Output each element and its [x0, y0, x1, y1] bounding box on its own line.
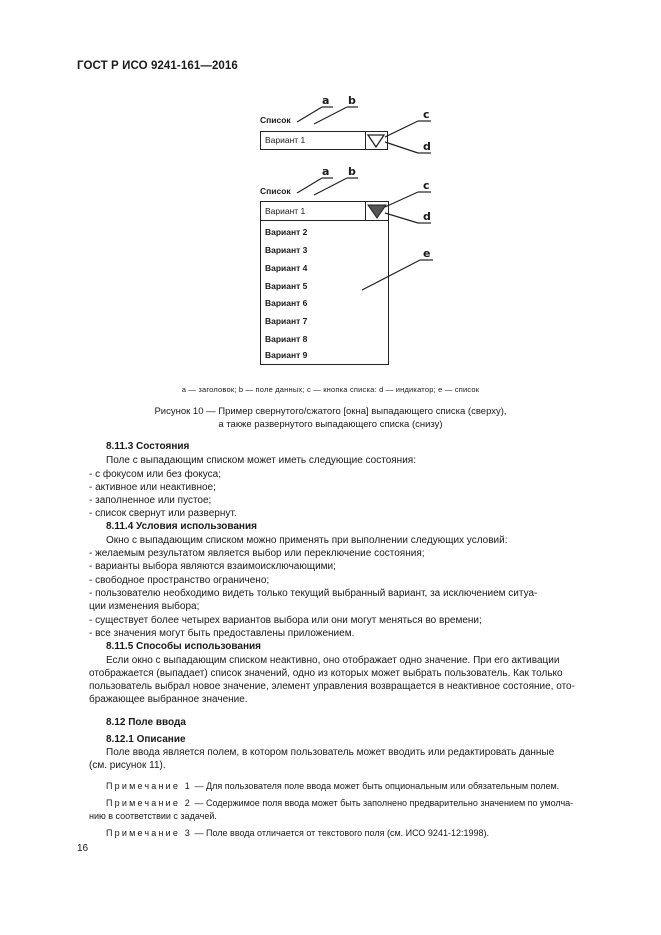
section-heading: 8.11.4 Условия использования — [106, 521, 257, 532]
note-label: Примечание 1 — [106, 781, 192, 791]
paragraph-line: Поле ввода является полем, в котором пользователь может вводить или редактировать данные — [106, 747, 555, 758]
list-item: - все значения могут быть предоставлены приложением. — [89, 628, 355, 639]
list-option: Вариант 8 — [265, 334, 308, 344]
list-item: - список свернут или развернут. — [89, 508, 237, 519]
callout-a-top: a — [322, 94, 330, 107]
callout-c-bottom: c — [423, 179, 430, 192]
figure-caption-line1: Рисунок 10 — Пример свернутого/сжатого [окна] выпадающего списка (сверху), — [154, 406, 507, 417]
list-item: - с фокусом или без фокуса; — [89, 469, 221, 480]
expanded-list-heading: Список — [260, 186, 291, 196]
list-item: - варианты выбора являются взаимоисключающими; — [89, 561, 336, 572]
list-option: Вариант 5 — [265, 281, 308, 291]
list-item-continuation: ции изменения выбора; — [89, 601, 200, 612]
note-2-continuation: нию в соответствии с задачей. — [89, 811, 217, 821]
callout-b-bottom: b — [348, 165, 356, 178]
callout-b-top: b — [348, 94, 356, 107]
list-item: - существует более четырех вариантов выбора или они могут меняться во времени; — [89, 615, 482, 626]
section-heading: 8.11.3 Состояния — [106, 441, 190, 452]
callout-leader-lines — [0, 0, 661, 400]
list-item: - пользователю необходимо видеть только текущий выбранный вариант, за исключением ситуа- — [89, 588, 538, 599]
figure-caption-line2: а также развернутого выпадающего списка (снизу) — [218, 419, 443, 430]
list-item: - активное или неактивное; — [89, 482, 216, 493]
callout-e: e — [423, 247, 431, 260]
collapsed-list-heading: Список — [260, 115, 291, 125]
callout-a-bottom: a — [322, 165, 330, 178]
note-1 — [106, 780, 615, 793]
note-3 — [106, 827, 615, 840]
paragraph-line: (см. рисунок 11). — [89, 760, 166, 771]
paragraph-line: отображается (выпадает) список значений, одно из которых может выбрать пользователь. Как только — [89, 668, 563, 679]
list-item: - желаемым результатом является выбор или переключение состояния; — [89, 548, 425, 559]
section-heading: 8.12 Поле ввода — [106, 717, 186, 728]
callout-d-top: d — [423, 140, 431, 153]
callout-c-top: c — [423, 108, 430, 121]
note-label: Примечание 2 — [106, 798, 192, 808]
note-2 — [106, 797, 615, 810]
note-text: — Содержимое поля ввода может быть заполнено предварительно значением по умолча- — [192, 798, 574, 808]
running-header: ГОСТ Р ИСО 9241-161—2016 — [77, 60, 238, 72]
list-option: Вариант 9 — [265, 350, 308, 360]
list-item: - заполненное или пустое; — [89, 495, 212, 506]
section-heading: 8.12.1 Описание — [106, 734, 186, 745]
paragraph-line: Если окно с выпадающим списком неактивно, оно отображает одно значение. При его активации — [106, 655, 560, 666]
note-text: — Поле ввода отличается от текстового поля (см. ИСО 9241-12:1998). — [192, 828, 489, 838]
list-option: Вариант 2 — [265, 227, 308, 237]
page-number: 16 — [77, 843, 89, 854]
collapsed-field-value: Вариант 1 — [265, 135, 306, 145]
list-option: Вариант 6 — [265, 298, 308, 308]
expanded-field-value: Вариант 1 — [265, 206, 306, 216]
list-option: Вариант 7 — [265, 316, 308, 326]
paragraph: Окно с выпадающим списком можно применять при выполнении следующих условий: — [106, 535, 508, 546]
figure-legend: а — заголовок; b — поле данных; с — кнопка списка: d — индикатор; е — список — [181, 385, 480, 394]
section-heading: 8.11.5 Способы использования — [106, 641, 261, 652]
note-text: — Для пользователя поле ввода может быть опциональным или обязательным полем. — [192, 781, 560, 791]
callout-d-bottom: d — [423, 210, 431, 223]
paragraph-line: бражающее выбранное значение. — [89, 694, 248, 705]
list-option: Вариант 4 — [265, 263, 308, 273]
paragraph-line: пользователь выбрал новое значение, элемент управления возвращается в неактивное состояние, ото- — [89, 681, 575, 692]
note-label: Примечание 3 — [106, 828, 192, 838]
paragraph: Поле с выпадающим списком может иметь следующие состояния: — [106, 455, 416, 466]
list-item: - свободное пространство ограничено; — [89, 575, 270, 586]
list-option: Вариант 3 — [265, 245, 308, 255]
